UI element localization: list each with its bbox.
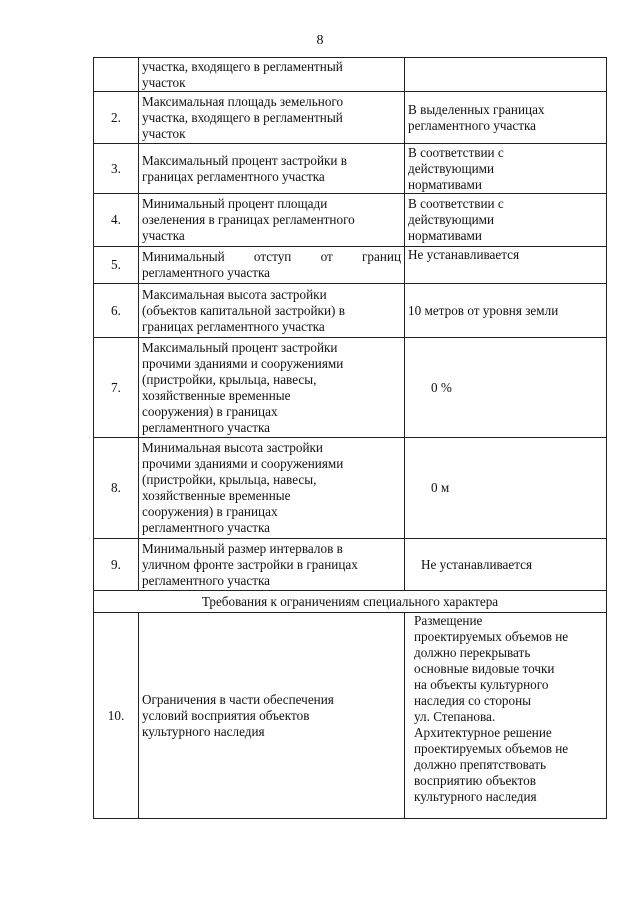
value-line: проектируемых объемов не: [414, 629, 569, 644]
parameter-line: участка, входящего в регламентный: [142, 109, 343, 125]
value-cell: [405, 284, 607, 338]
parameter-line: (объектов капитальной застройки) в: [142, 302, 345, 318]
row-number: 8.: [94, 438, 139, 539]
parameter-cell: [139, 613, 405, 819]
value-line: Не устанавливается: [408, 247, 520, 262]
value-cell: [405, 194, 607, 247]
table-row: [94, 92, 607, 144]
parameter-line: Максимальная площадь земельного: [142, 93, 344, 109]
value-line: наследия со стороны: [414, 693, 532, 708]
parameter-cell: [139, 58, 405, 92]
value-line: Не устанавливается: [421, 556, 533, 572]
parameter-line: Минимальный размер интервалов в: [142, 540, 343, 556]
parameter-line: прочими зданиями и сооружениями: [142, 355, 344, 371]
value-line: восприятию объектов: [414, 773, 536, 788]
page-number: 8: [316, 33, 324, 48]
table-row: [94, 438, 607, 539]
parameter-line: Максимальный процент застройки: [142, 339, 338, 355]
parameter-line: границах регламентного участка: [142, 168, 325, 184]
value-line: должно препятствовать: [414, 757, 547, 772]
parameter-line: Ограничения в части обеспечения: [142, 691, 334, 707]
parameter-line: прочими зданиями и сооружениями: [142, 456, 344, 471]
table-row: [94, 144, 607, 194]
parameter-line: сооружения) в границах: [142, 403, 278, 419]
value-line: нормативами: [408, 228, 482, 243]
parameter-cell: [139, 539, 405, 591]
table-row: [94, 284, 607, 338]
parameter-line: культурного наследия: [142, 723, 265, 739]
table-row: [94, 58, 607, 92]
parameter-cell: [139, 338, 405, 438]
row-number: 6.: [94, 284, 139, 338]
row-number: 9.: [94, 539, 139, 591]
parameter-cell: [139, 247, 405, 284]
value-line: основные видовые точки: [414, 661, 555, 676]
row-number: [94, 58, 139, 92]
parameter-line: участка: [142, 228, 185, 243]
parameter-line: Минимальная высота застройки: [142, 440, 323, 455]
parameter-line: Максимальная высота застройки: [142, 286, 327, 302]
parameter-line: участок: [142, 74, 186, 90]
parameter-cell: [139, 284, 405, 338]
parameter-line: (пристройки, крыльца, навесы,: [142, 371, 317, 387]
parameter-line: регламентного участка: [142, 419, 271, 435]
table-row: [94, 194, 607, 247]
parameter-line: границах регламентного участка: [142, 318, 325, 334]
table-row: [94, 613, 607, 819]
value-line: Архитектурное решение: [414, 725, 552, 740]
parameter-cell: [139, 438, 405, 539]
value-line: ул. Степанова.: [414, 709, 496, 724]
value-line: В выделенных границах: [408, 101, 545, 117]
value-cell: [405, 338, 607, 438]
value-cell: [405, 58, 607, 92]
parameter-line: регламентного участка: [142, 265, 271, 280]
value-line: 10 метров от уровня земли: [408, 302, 559, 318]
value-cell: [405, 247, 607, 284]
row-number: 5.: [94, 247, 139, 284]
parameter-line: хозяйственные временные: [142, 387, 291, 403]
value-line: культурного наследия: [414, 789, 537, 804]
value-line: 0 м: [431, 480, 450, 495]
parameter-line: регламентного участка: [142, 572, 271, 588]
value-line: В соответствии с: [408, 196, 504, 211]
value-line: действующими: [408, 160, 495, 176]
parameter-cell: [139, 194, 405, 247]
table-row: [94, 247, 607, 284]
value-line: на объекты культурного: [414, 677, 549, 692]
parameter-line: хозяйственные временные: [142, 488, 291, 503]
parameter-line: регламентного участка: [142, 520, 271, 535]
value-cell: [405, 92, 607, 144]
value-cell: [405, 438, 607, 539]
value-line: нормативами: [408, 176, 482, 192]
row-number: 2.: [94, 92, 139, 144]
row-number: 10.: [94, 613, 139, 819]
value-cell: [405, 613, 607, 819]
table-row: [94, 338, 607, 438]
value-line: проектируемых объемов не: [414, 741, 569, 756]
parameter-line: участка, входящего в регламентный: [142, 58, 343, 74]
parameter-line: сооружения) в границах: [142, 504, 278, 519]
value-line: 0 %: [431, 379, 452, 395]
parameter-line: Максимальный процент застройки в: [142, 152, 348, 168]
parameter-line: уличном фронте застройки в границах: [142, 556, 358, 572]
parameter-cell: [139, 92, 405, 144]
section-row: [94, 591, 607, 613]
value-line: действующими: [408, 212, 495, 227]
parameter-line: (пристройки, крыльца, навесы,: [142, 472, 317, 487]
row-number: 7.: [94, 338, 139, 438]
parameter-cell: [139, 144, 405, 194]
table-row: [94, 539, 607, 591]
regulations-table: [93, 57, 607, 819]
parameter-line: Минимальный отступ от границ: [142, 249, 401, 264]
value-cell: [405, 539, 607, 591]
value-line: В соответствии с: [408, 144, 504, 160]
row-number: 4.: [94, 194, 139, 247]
value-line: регламентного участка: [408, 117, 537, 133]
parameter-line: озеленения в границах регламентного: [142, 212, 355, 227]
parameter-line: Минимальный процент площади: [142, 196, 328, 211]
value-line: должно перекрывать: [414, 645, 531, 660]
row-number: 3.: [94, 144, 139, 194]
section-title: Требования к ограничениям специального характера: [94, 591, 607, 613]
value-line: Размещение: [414, 613, 483, 628]
parameter-line: условий восприятия объектов: [142, 707, 310, 723]
value-cell: [405, 144, 607, 194]
parameter-line: участок: [142, 125, 186, 141]
